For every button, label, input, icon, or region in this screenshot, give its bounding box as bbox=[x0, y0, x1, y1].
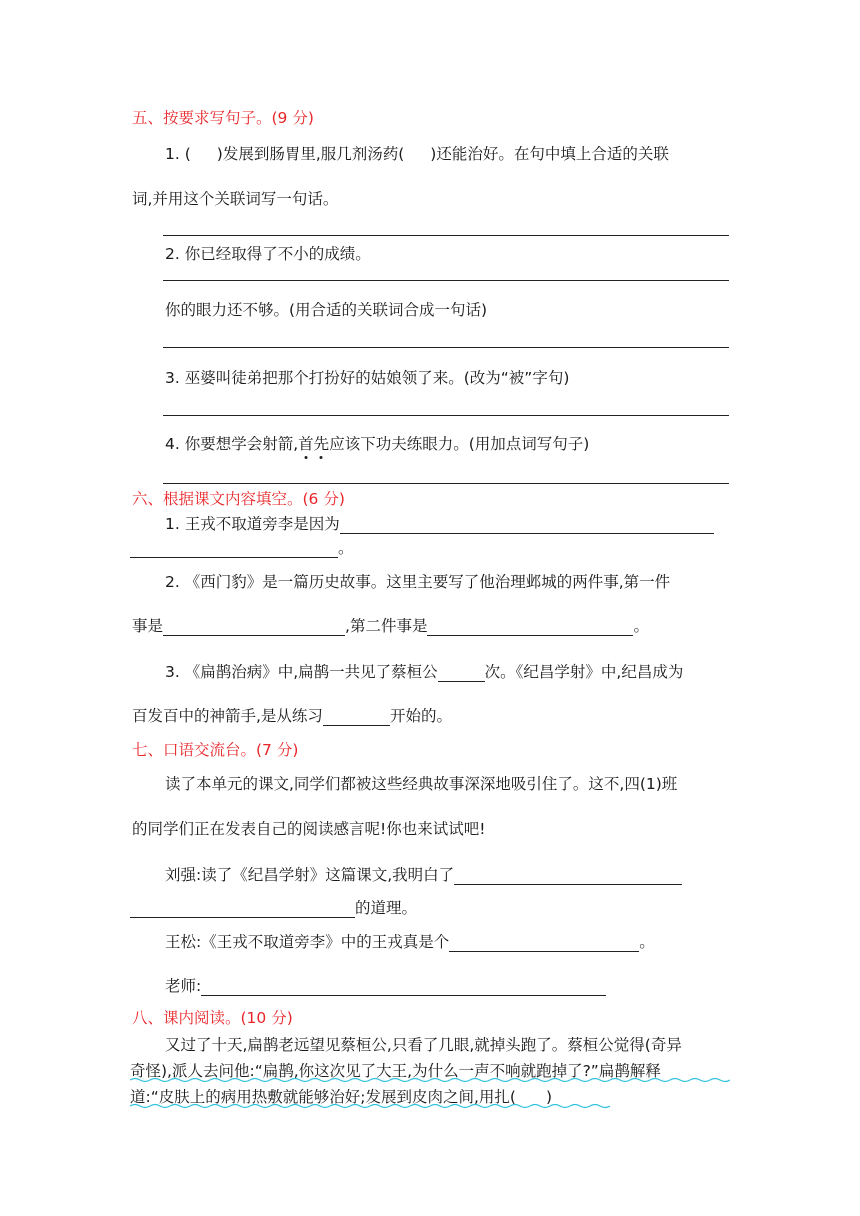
answer-blank[interactable] bbox=[438, 665, 485, 682]
section-8-title: 八、课内阅读。(10 分) bbox=[132, 1009, 293, 1027]
spellcheck-underline bbox=[130, 1077, 730, 1083]
s6-q1 bbox=[165, 512, 714, 534]
s6-q2-b: 事是 bbox=[132, 617, 164, 635]
answer-line[interactable] bbox=[163, 483, 729, 484]
s7-teacher-text: 老师: bbox=[165, 977, 202, 995]
s8-line3-end: ) bbox=[545, 1088, 553, 1106]
s7-wang-end: 。 bbox=[639, 933, 655, 951]
s5-q1-a: 1. ( bbox=[165, 145, 191, 163]
answer-blank[interactable] bbox=[449, 935, 639, 952]
s7-p2: 的同学们正在发表自己的阅读感言呢!你也来试试吧! bbox=[132, 820, 486, 838]
section-5-title: 五、按要求写句子。(9 分) bbox=[132, 109, 314, 127]
s6-q3-a: 3. 《扁鹊治病》中,扁鹊一共见了蔡桓公 bbox=[165, 663, 438, 681]
s7-liu-text: 刘强:读了《纪昌学射》这篇课文,我明白了 bbox=[165, 866, 455, 884]
answer-line[interactable] bbox=[163, 415, 729, 416]
s6-q1-text: 1. 王戎不取道旁李是因为 bbox=[165, 515, 340, 533]
s6-q2-d: 。 bbox=[633, 617, 649, 635]
spellcheck-underline bbox=[130, 1103, 610, 1109]
s6-q2-line2 bbox=[132, 614, 649, 636]
section-6-title: 六、根据课文内容填空。(6 分) bbox=[132, 490, 345, 508]
answer-blank[interactable] bbox=[454, 868, 682, 885]
s6-q3-c: 百发百中的神箭手,是从练习 bbox=[132, 707, 323, 725]
s7-liu-cont bbox=[130, 896, 417, 918]
s7-p1: 读了本单元的课文,同学们都被这些经典故事深深地吸引住了。这不,四(1)班 bbox=[165, 775, 678, 793]
answer-blank[interactable] bbox=[427, 619, 633, 636]
s6-q3-line2 bbox=[132, 704, 452, 726]
s7-liu-end: 的道理。 bbox=[355, 899, 418, 917]
s5-q1-c: )还能治好。在句中填上合适的关联 bbox=[430, 145, 669, 163]
s8-line1: 又过了十天,扁鹊老远望见蔡桓公,只看了几眼,就掉头跑了。蔡桓公觉得(奇异 bbox=[165, 1036, 682, 1054]
s5-q1-line2: 词,并用这个关联词写一句话。 bbox=[132, 190, 339, 208]
answer-line[interactable] bbox=[163, 235, 729, 236]
s5-q1-line1 bbox=[165, 142, 669, 164]
answer-blank[interactable] bbox=[323, 709, 390, 726]
s7-liu bbox=[165, 863, 682, 885]
s6-q1-end: 。 bbox=[338, 539, 354, 557]
emphasis-dot-word: 先 bbox=[314, 432, 330, 454]
s6-q2-c: ,第二件事是 bbox=[345, 617, 428, 635]
s7-wang-text: 王松:《王戎不取道旁李》中的王戎真是个 bbox=[165, 933, 450, 951]
s5-q2-a: 2. 你已经取得了不小的成绩。 bbox=[165, 245, 371, 263]
s6-q1-cont bbox=[130, 536, 354, 558]
s5-q1-b: )发展到肠胃里,服几剂汤药( bbox=[216, 145, 405, 163]
answer-blank[interactable] bbox=[130, 901, 355, 918]
answer-blank[interactable] bbox=[340, 517, 714, 534]
s6-q3-b: 次。《纪昌学射》中,纪昌成为 bbox=[484, 663, 684, 681]
section-7-title: 七、口语交流台。(7 分) bbox=[132, 741, 299, 759]
answer-blank[interactable] bbox=[201, 979, 606, 996]
s7-wang bbox=[165, 930, 655, 952]
answer-blank[interactable] bbox=[130, 541, 338, 558]
s5-q4 bbox=[165, 432, 589, 454]
answer-line[interactable] bbox=[163, 347, 729, 348]
s7-teacher bbox=[165, 974, 606, 996]
s5-q2-b: 你的眼力还不够。(用合适的关联词合成一句话) bbox=[165, 301, 488, 319]
s6-q3-d: 开始的。 bbox=[389, 707, 452, 725]
s5-q4-a: 4. 你要想学会射箭, bbox=[165, 435, 299, 453]
s6-q2-a: 2. 《西门豹》是一篇历史故事。这里主要写了他治理邺城的两件事,第一件 bbox=[165, 573, 671, 591]
s5-q3: 3. 巫婆叫徒弟把那个打扮好的姑娘领了来。(改为“被”字句) bbox=[165, 369, 570, 387]
s6-q3-line1 bbox=[165, 660, 683, 682]
emphasis-dot-word: 首 bbox=[298, 432, 314, 454]
s8-line2: 奇怪),派人去问他:“扁鹊,你这次见了大王,为什么一声不响就跑掉了?”扁鹊解释 bbox=[130, 1062, 661, 1080]
s8-line3-text: 道:“皮肤上的病用热敷就能够治好;发展到皮肉之间,用扎( bbox=[130, 1088, 516, 1106]
answer-blank[interactable] bbox=[163, 619, 345, 636]
answer-line[interactable] bbox=[163, 280, 729, 281]
s5-q4-b: 应该下功夫练眼力。(用加点词写句子) bbox=[329, 435, 590, 453]
